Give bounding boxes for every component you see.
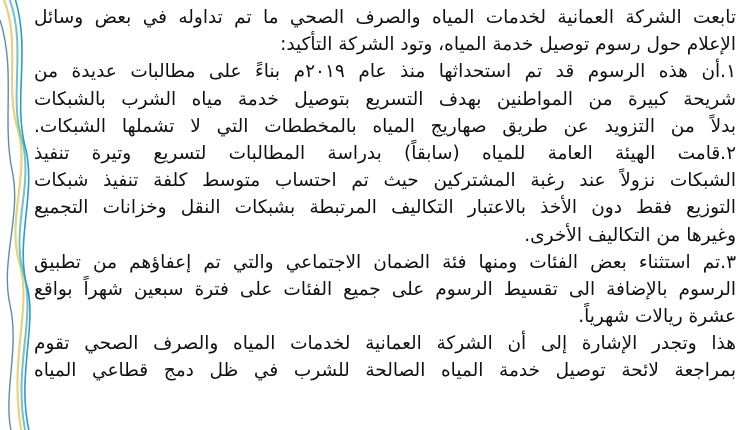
text-line: بمراجعة لائحة توصيل خدمة المياه الصالحة للشرب في ظل دمج قطاعي المياه (34, 360, 736, 382)
text-line: الإعلام حول رسوم توصيل خدمة المياه، وتود الشركة التأكيد: (280, 34, 736, 56)
text-line: تابعت الشركة العمانية لخدمات المياه والصرف الصحي ما تم تداوله في بعض وسائل (34, 7, 736, 28)
text-line: ٣.تم استثناء بعض الفئات ومنها فئة الضمان الاجتماعي والتي تم إعفاؤهم من تطبيق (34, 251, 736, 273)
text-line: بدلاً من التزويد عن طريق صهاريج المياه بالمخططات التي لا تشملها الشبكات. (34, 115, 736, 137)
text-line: هذا وتجدر الإشارة إلى أن الشركة العمانية لخدمات المياه والصرف الصحي تقوم (34, 333, 736, 355)
text-line: عشرة ريالات شهرياً. (578, 306, 736, 328)
text-line: ١.أن هذه الرسوم قد تم استحداثها منذ عام ٢٠١٩م بناءً على مطالبات عديدة من (34, 61, 736, 83)
text-line: وغيرها من التكاليف الأخرى. (524, 224, 736, 246)
article-text (34, 4, 736, 385)
text-line: التوزيع فقط دون الأخذ بالاعتبار التكاليف المرتبطة بشبكات النقل وخزانات التجميع (34, 197, 736, 219)
text-line: ٢.قامت الهيئة العامة للمياه (سابقاً) بدراسة المطالبات لتسريع وتيرة تنفيذ (34, 142, 736, 164)
decorative-wave-graphic (0, 0, 36, 430)
text-line: شريحة كبيرة من المواطنين بهدف التسريع بتوصيل خدمة مياه الشرب بالشبكات (34, 88, 736, 110)
yellow-wave (2, 0, 23, 430)
text-line: الرسوم بالإضافة الى تقسيط الرسوم على جميع الفئات على فترة سبعين شهراً بواقع (34, 278, 736, 300)
text-line: الشبكات نزولاً عند رغبة المشتركين حيث تم احتساب متوسط كلفة تنفيذ شبكات (34, 170, 736, 192)
